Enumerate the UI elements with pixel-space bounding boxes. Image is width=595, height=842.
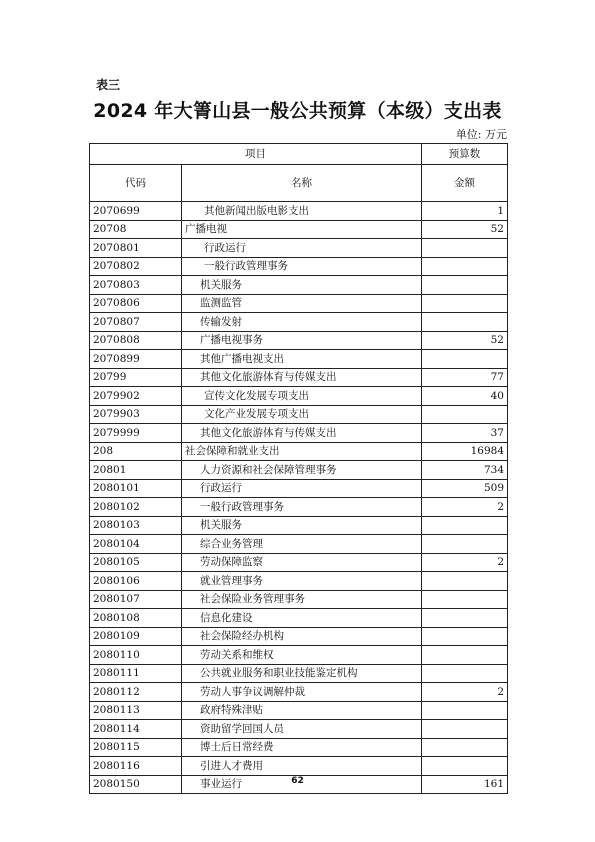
table-row [90, 239, 508, 258]
row-code: 2080113 [90, 701, 182, 720]
row-amount: 37 [422, 424, 508, 443]
header-budget: 预算数 [422, 144, 508, 165]
unit-label: 单位: 万元 [455, 128, 507, 141]
table-row [90, 516, 508, 535]
row-amount: 16984 [422, 442, 508, 461]
row-name: 机关服务 [182, 276, 422, 295]
column-amount-header: 金额 [422, 165, 508, 202]
row-name: 行政运行 [182, 479, 422, 498]
row-code: 2080102 [90, 498, 182, 517]
row-code: 2080109 [90, 627, 182, 646]
row-name: 宣传文化发展专项支出 [182, 387, 422, 406]
row-name: 一般行政管理事务 [182, 498, 422, 517]
table-row [90, 683, 508, 702]
row-name: 传输发射 [182, 313, 422, 332]
row-name: 社会保险业务管理事务 [182, 590, 422, 609]
row-code: 2080111 [90, 664, 182, 683]
row-amount [422, 664, 508, 683]
table-row [90, 257, 508, 276]
row-name: 引进人才费用 [182, 757, 422, 776]
table-row [90, 313, 508, 332]
table-row [90, 627, 508, 646]
row-name: 其他文化旅游体育与传媒支出 [182, 368, 422, 387]
row-name: 劳动关系和维权 [182, 646, 422, 665]
row-code: 2080115 [90, 738, 182, 757]
table-row [90, 757, 508, 776]
table-row [90, 442, 508, 461]
table-row [90, 535, 508, 554]
table-row [90, 461, 508, 480]
table-row [90, 479, 508, 498]
row-name: 行政运行 [182, 239, 422, 258]
row-amount: 52 [422, 220, 508, 239]
table-body [90, 202, 508, 794]
row-name: 社会保险经办机构 [182, 627, 422, 646]
row-amount: 52 [422, 331, 508, 350]
row-name: 公共就业服务和职业技能鉴定机构 [182, 664, 422, 683]
row-name: 其他新闻出版电影支出 [182, 202, 422, 221]
table-row [90, 276, 508, 295]
row-code: 20799 [90, 368, 182, 387]
table-tag: 表三 [96, 78, 121, 92]
table-row [90, 646, 508, 665]
row-amount [422, 720, 508, 739]
table-row [90, 424, 508, 443]
row-amount: 734 [422, 461, 508, 480]
row-name: 资助留学回国人员 [182, 720, 422, 739]
row-code: 2070808 [90, 331, 182, 350]
row-name: 社会保障和就业支出 [182, 442, 422, 461]
row-code: 2070699 [90, 202, 182, 221]
row-code: 2080103 [90, 516, 182, 535]
row-name: 人力资源和社会保障管理事务 [182, 461, 422, 480]
row-code: 2080107 [90, 590, 182, 609]
row-code: 2080104 [90, 535, 182, 554]
row-code: 2080116 [90, 757, 182, 776]
row-amount [422, 738, 508, 757]
row-code: 20801 [90, 461, 182, 480]
row-amount [422, 646, 508, 665]
column-code-header: 代码 [90, 165, 182, 202]
row-name: 劳动人事争议调解仲裁 [182, 683, 422, 702]
table-row [90, 738, 508, 757]
row-amount [422, 276, 508, 295]
row-name: 其他广播电视支出 [182, 350, 422, 369]
table-row [90, 350, 508, 369]
row-code: 20708 [90, 220, 182, 239]
row-name: 事业运行 [182, 775, 422, 794]
table-row [90, 701, 508, 720]
row-code: 2070802 [90, 257, 182, 276]
row-name: 政府特殊津贴 [182, 701, 422, 720]
table-row [90, 387, 508, 406]
row-amount [422, 535, 508, 554]
row-code: 2070899 [90, 350, 182, 369]
column-name-header: 名称 [182, 165, 422, 202]
table-row [90, 202, 508, 221]
row-amount: 2 [422, 498, 508, 517]
row-amount: 2 [422, 683, 508, 702]
row-amount: 509 [422, 479, 508, 498]
row-name: 其他文化旅游体育与传媒支出 [182, 424, 422, 443]
row-amount [422, 627, 508, 646]
table-row [90, 553, 508, 572]
row-code: 2070806 [90, 294, 182, 313]
budget-table [89, 143, 508, 794]
row-code: 2080105 [90, 553, 182, 572]
table-row [90, 368, 508, 387]
table-row [90, 572, 508, 591]
page-title: 2024 年大箐山县一般公共预算（本级）支出表 [93, 100, 502, 122]
row-code: 2080150 [90, 775, 182, 794]
table-row [90, 405, 508, 424]
row-amount [422, 239, 508, 258]
row-name: 广播电视事务 [182, 331, 422, 350]
row-name: 广播电视 [182, 220, 422, 239]
row-amount [422, 294, 508, 313]
row-amount: 2 [422, 553, 508, 572]
row-name: 信息化建设 [182, 609, 422, 628]
row-amount: 77 [422, 368, 508, 387]
row-name: 机关服务 [182, 516, 422, 535]
page-number: 62 [291, 776, 304, 786]
row-name: 一般行政管理事务 [182, 257, 422, 276]
row-code: 2080101 [90, 479, 182, 498]
table-row [90, 720, 508, 739]
row-code: 2079999 [90, 424, 182, 443]
row-code: 2079903 [90, 405, 182, 424]
row-amount [422, 701, 508, 720]
table-row [90, 498, 508, 517]
row-amount [422, 313, 508, 332]
table-row [90, 590, 508, 609]
row-code: 2070807 [90, 313, 182, 332]
row-code: 2080114 [90, 720, 182, 739]
row-amount: 40 [422, 387, 508, 406]
row-amount [422, 516, 508, 535]
row-name: 文化产业发展专项支出 [182, 405, 422, 424]
row-amount [422, 572, 508, 591]
row-amount: 161 [422, 775, 508, 794]
row-name: 博士后日常经费 [182, 738, 422, 757]
row-code: 2079902 [90, 387, 182, 406]
row-name: 综合业务管理 [182, 535, 422, 554]
table-row [90, 664, 508, 683]
row-code: 2070803 [90, 276, 182, 295]
row-code: 2070801 [90, 239, 182, 258]
table-row [90, 331, 508, 350]
row-name: 监测监管 [182, 294, 422, 313]
header-item: 项目 [90, 144, 422, 165]
row-amount [422, 609, 508, 628]
row-code: 208 [90, 442, 182, 461]
row-amount [422, 257, 508, 276]
row-code: 2080112 [90, 683, 182, 702]
table-row [90, 220, 508, 239]
row-amount [422, 590, 508, 609]
row-code: 2080110 [90, 646, 182, 665]
row-name: 就业管理事务 [182, 572, 422, 591]
table-row [90, 294, 508, 313]
table-row [90, 609, 508, 628]
row-name: 劳动保障监察 [182, 553, 422, 572]
row-amount: 1 [422, 202, 508, 221]
row-amount [422, 350, 508, 369]
row-code: 2080108 [90, 609, 182, 628]
row-code: 2080106 [90, 572, 182, 591]
row-amount [422, 757, 508, 776]
row-amount [422, 405, 508, 424]
